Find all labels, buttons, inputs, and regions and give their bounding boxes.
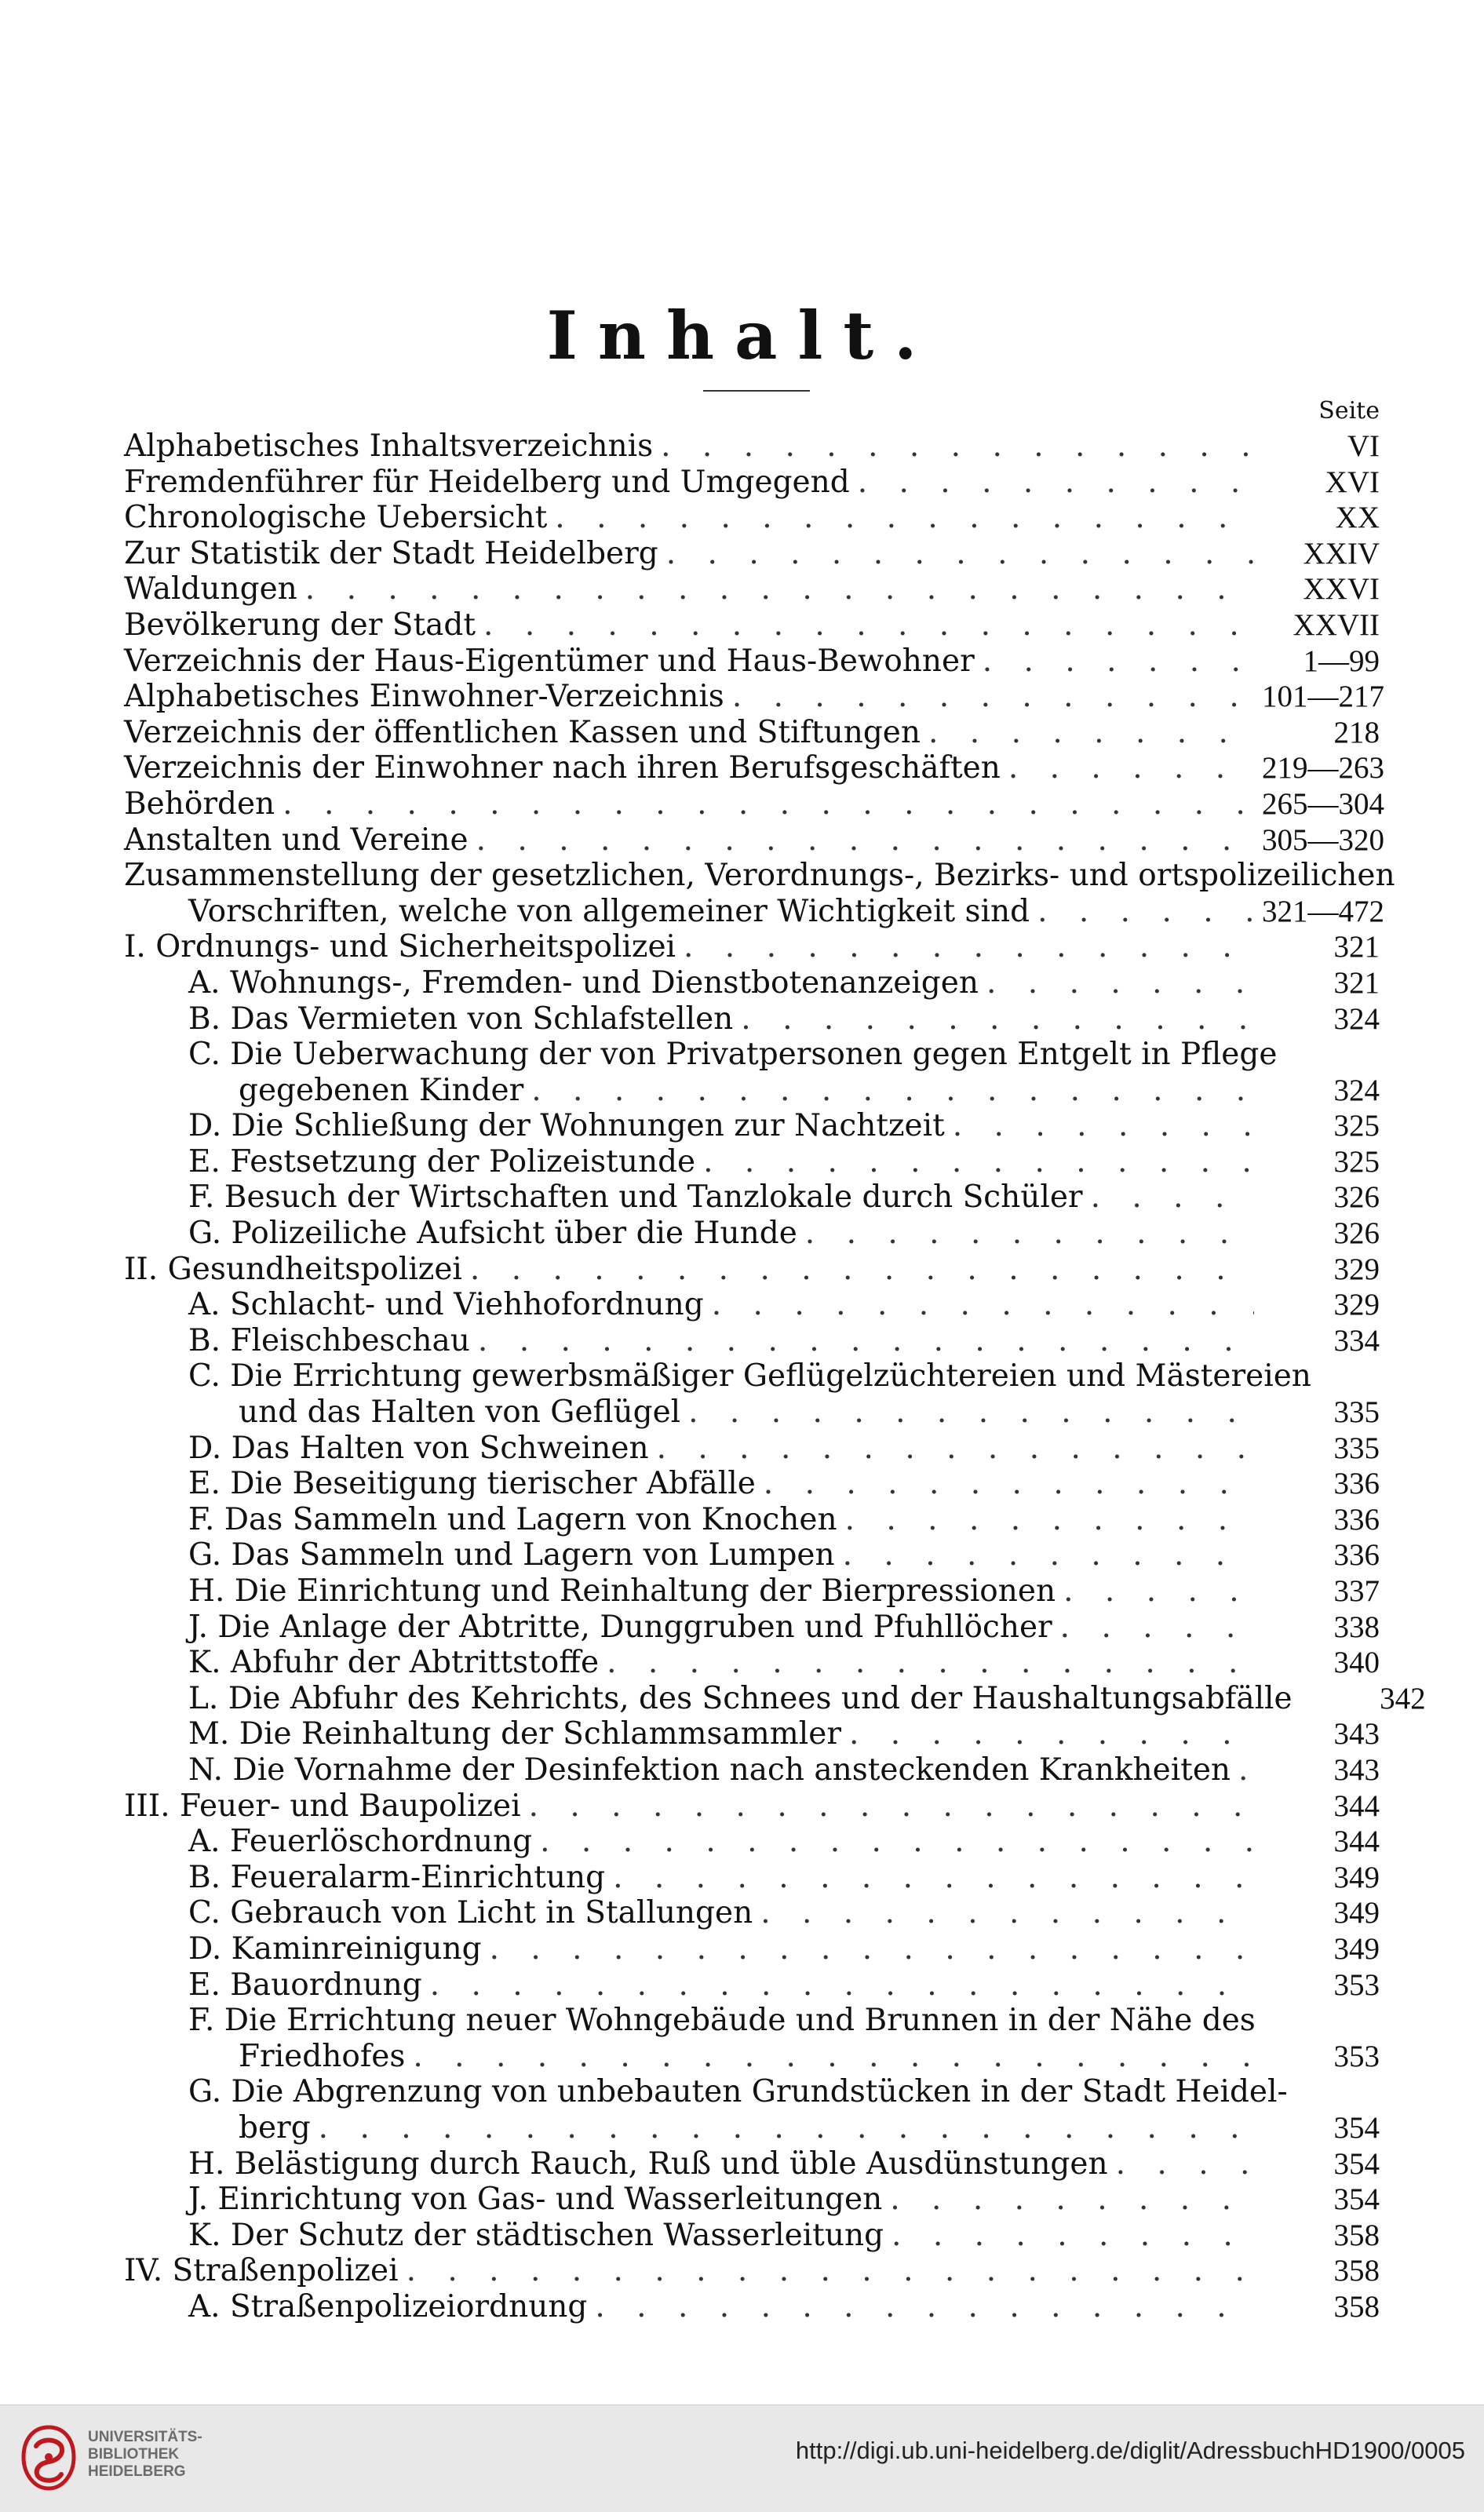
toc-entry-page-number: 101—217 <box>1262 680 1384 714</box>
toc-entry-label: Anstalten und Vereine <box>124 822 469 858</box>
table-of-contents <box>124 428 1426 2324</box>
toc-entry <box>124 1752 1380 1788</box>
toc-entry <box>124 1252 1380 1288</box>
toc-entry-page-number: XVI <box>1325 465 1380 499</box>
toc-entry-label: Fremdenführer für Heidelberg und Umgegend <box>124 464 850 500</box>
toc-entry-page-number: 325 <box>1333 1144 1380 1179</box>
toc-entry-label: Bevölkerung der Stadt <box>124 607 476 643</box>
toc-entry-label: Zusammenstellung der gesetzlichen, Verordnungs-, Bezirks- und ortspolizeilichen <box>124 858 1395 894</box>
toc-entry-label: A. Feuerlöschordnung <box>188 1824 533 1860</box>
toc-entry-page-number: 354 <box>1333 2182 1380 2217</box>
toc-entry-page-number: 354 <box>1333 2110 1380 2145</box>
toc-entry <box>124 929 1380 965</box>
toc-entry-page-number: 358 <box>1333 2289 1380 2324</box>
toc-entry-label: E. Die Beseitigung tierischer Abfälle <box>188 1466 756 1502</box>
dot-leader <box>845 1502 1254 1538</box>
title-divider <box>703 390 810 392</box>
toc-entry <box>124 679 1384 715</box>
toc-entry-page-number: 326 <box>1333 1180 1380 1215</box>
toc-entry <box>124 1323 1380 1359</box>
toc-entry <box>124 2003 1380 2039</box>
toc-entry-page-number: 265—304 <box>1262 786 1384 821</box>
toc-entry <box>124 1967 1380 2003</box>
toc-entry-page-number: 335 <box>1333 1431 1380 1465</box>
toc-entry-label: Zur Statistik der Stadt Heidelberg <box>124 535 658 571</box>
toc-entry <box>124 428 1380 465</box>
toc-entry <box>124 893 1384 930</box>
dot-leader <box>684 929 1254 965</box>
toc-entry-label: F. Die Errichtung neuer Wohngebäude und Brunnen in der Nähe des <box>188 2003 1256 2039</box>
dot-leader <box>703 1144 1254 1180</box>
dot-leader <box>843 1537 1254 1573</box>
dot-leader <box>483 607 1254 643</box>
dot-leader <box>555 500 1254 536</box>
seite-column-label: Seite <box>1318 397 1380 425</box>
toc-entry-page-number: 325 <box>1333 1109 1380 1143</box>
toc-entry-page-number: 336 <box>1333 1502 1380 1537</box>
dot-leader <box>805 1216 1254 1252</box>
toc-entry-page-number: 358 <box>1333 2218 1380 2252</box>
toc-entry-label: Friedhofes <box>239 2038 406 2074</box>
toc-entry-page-number: 337 <box>1333 1574 1380 1608</box>
toc-entry-label: M. Die Reinhaltung der Schlammsammler <box>188 1716 841 1752</box>
dot-leader <box>1037 894 1254 930</box>
toc-entry <box>124 1680 1426 1717</box>
dot-leader <box>928 715 1254 751</box>
dot-leader <box>1060 1610 1254 1646</box>
logo-line: HEIDELBERG <box>88 2463 186 2480</box>
dot-leader <box>478 1323 1254 1359</box>
toc-entry-label: Verzeichnis der Haus-Eigentümer und Haus-Bewohner <box>124 643 975 679</box>
toc-entry <box>124 643 1380 680</box>
toc-entry <box>124 571 1380 607</box>
toc-entry-label: N. Die Vornahme der Desinfektion nach ansteckenden Krankheiten <box>188 1752 1231 1788</box>
dot-leader <box>470 1252 1254 1288</box>
toc-entry <box>124 2289 1380 2325</box>
dot-leader <box>849 1716 1254 1752</box>
toc-entry-label: A. Schlacht- und Viehhofordnung <box>188 1287 704 1323</box>
toc-entry <box>124 1931 1380 1967</box>
toc-entry-label: A. Wohnungs-, Fremden- und Dienstbotenanzeigen <box>188 964 979 1001</box>
dot-leader <box>490 1931 1254 1967</box>
toc-entry <box>124 465 1380 501</box>
toc-entry-label: F. Besuch der Wirtschaften und Tanzlokale durch Schüler <box>188 1179 1083 1216</box>
toc-entry <box>124 536 1380 572</box>
toc-entry <box>124 1001 1380 1037</box>
toc-entry-label: B. Fleischbeschau <box>188 1322 470 1358</box>
dot-leader <box>413 2039 1254 2075</box>
toc-entry-page-number: 219—263 <box>1262 751 1384 786</box>
toc-entry <box>124 1466 1380 1502</box>
dot-leader <box>607 1645 1254 1681</box>
toc-entry-page-number: 353 <box>1333 1967 1380 2002</box>
toc-entry-label: I. Ordnungs- und Sicherheitspolizei <box>124 929 676 965</box>
toc-entry <box>124 1144 1380 1180</box>
dot-leader <box>319 2110 1254 2146</box>
toc-entry <box>124 1860 1380 1896</box>
toc-entry <box>124 2110 1380 2146</box>
toc-entry-label: G. Polizeiliche Aufsicht über die Hunde <box>188 1216 797 1252</box>
toc-entry <box>124 1431 1380 1467</box>
dot-leader <box>1238 1752 1254 1788</box>
toc-entry <box>124 750 1384 786</box>
logo-line: BIBLIOTHEK <box>88 2446 180 2463</box>
toc-entry-page-number: 349 <box>1333 1896 1380 1930</box>
toc-entry-label: F. Das Sammeln und Lagern von Knochen <box>188 1501 837 1537</box>
toc-entry <box>124 1716 1380 1752</box>
toc-entry <box>124 1287 1380 1323</box>
dot-leader <box>1116 2146 1254 2182</box>
toc-entry-page-number: 340 <box>1333 1646 1380 1680</box>
toc-entry-page-number: 334 <box>1333 1323 1380 1358</box>
toc-entry-label: Chronologische Uebersicht <box>124 500 548 536</box>
dot-leader <box>430 1967 1254 2003</box>
dot-leader <box>657 1431 1254 1467</box>
toc-entry-label: D. Das Halten von Schweinen <box>188 1430 649 1466</box>
toc-entry <box>124 1073 1380 1109</box>
toc-entry-page-number: 336 <box>1333 1467 1380 1501</box>
toc-entry-page-number: 335 <box>1333 1395 1380 1430</box>
toc-entry <box>124 1645 1380 1681</box>
toc-entry-page-number: 324 <box>1333 1073 1380 1107</box>
toc-entry-label: Vorschriften, welche von allgemeiner Wichtigkeit sind <box>188 893 1030 929</box>
toc-entry-page-number: 321 <box>1333 930 1380 964</box>
dot-leader <box>953 1108 1254 1144</box>
toc-entry-page-number: 354 <box>1333 2146 1380 2181</box>
toc-entry-label: A. Straßenpolizeiordnung <box>188 2288 588 2324</box>
source-url-link[interactable]: http://digi.ub.uni-heidelberg.de/diglit/AdressbuchHD1900/0005 <box>795 2437 1465 2464</box>
toc-entry-label: E. Bauordnung <box>188 1967 422 2003</box>
toc-entry-label: Verzeichnis der öffentlichen Kassen und Stiftungen <box>124 714 921 750</box>
toc-entry-label: C. Die Ueberwachung der von Privatpersonen gegen Entgelt in Pflege <box>188 1037 1278 1073</box>
toc-entry-label: Verzeichnis der Einwohner nach ihren Berufsgeschäften <box>124 750 1001 786</box>
toc-entry-label: B. Feueralarm-Einrichtung <box>188 1859 606 1895</box>
dot-leader <box>688 1395 1254 1431</box>
dot-leader <box>540 1824 1254 1860</box>
toc-entry <box>124 1537 1380 1573</box>
toc-entry-page-number: XXVII <box>1293 607 1380 642</box>
toc-entry <box>124 1395 1380 1431</box>
toc-entry <box>124 607 1380 643</box>
toc-entry-page-number: 343 <box>1333 1752 1380 1787</box>
dot-leader <box>407 2253 1254 2289</box>
toc-entry-label: E. Festsetzung der Polizeistunde <box>188 1143 696 1179</box>
toc-entry-label: G. Das Sammeln und Lagern von Lumpen <box>188 1537 835 1573</box>
dot-leader <box>1008 750 1254 786</box>
toc-entry-page-number: XX <box>1335 501 1380 535</box>
dot-leader <box>283 786 1254 822</box>
library-seal-icon <box>17 2423 80 2493</box>
toc-entry <box>124 500 1380 536</box>
dot-leader <box>529 1788 1254 1825</box>
toc-entry-page-number: 358 <box>1333 2254 1380 2288</box>
toc-entry-label: C. Die Errichtung gewerbsmäßiger Geflügelzüchtereien und Mästereien <box>188 1358 1311 1395</box>
toc-entry-label: Waldungen <box>124 571 297 607</box>
logo-line: UNIVERSITÄTS- <box>88 2429 202 2445</box>
toc-entry <box>124 2253 1380 2289</box>
dot-leader <box>305 571 1254 607</box>
toc-entry-label: Alphabetisches Einwohner-Verzeichnis <box>124 679 724 715</box>
toc-entry <box>124 715 1380 751</box>
toc-entry <box>124 1610 1380 1646</box>
toc-entry-label: Behörden <box>124 786 275 822</box>
toc-entry-page-number: 342 <box>1380 1681 1426 1715</box>
toc-entry-label: H. Die Einrichtung und Reinhaltung der Bierpressionen <box>188 1573 1056 1609</box>
toc-entry <box>124 786 1384 822</box>
toc-entry-label: Alphabetisches Inhaltsverzeichnis <box>124 428 654 464</box>
toc-entry-label: D. Die Schließung der Wohnungen zur Nachtzeit <box>188 1108 945 1144</box>
toc-entry-label: C. Gebrauch von Licht in Stallungen <box>188 1895 753 1931</box>
toc-entry <box>124 1502 1380 1538</box>
dot-leader <box>531 1073 1254 1109</box>
toc-entry-label: L. Die Abfuhr des Kehrichts, des Schnees und der Haushaltungsabfälle <box>188 1680 1293 1716</box>
toc-entry <box>124 2218 1380 2254</box>
dot-leader <box>891 2218 1254 2254</box>
dot-leader <box>741 1001 1254 1037</box>
dot-leader <box>890 2182 1254 2218</box>
toc-entry <box>124 1788 1380 1825</box>
toc-entry-page-number: 343 <box>1333 1717 1380 1752</box>
dot-leader <box>764 1466 1254 1502</box>
dot-leader <box>666 536 1254 572</box>
toc-entry-label: IV. Straßenpolizei <box>124 2253 399 2289</box>
toc-entry <box>124 1216 1380 1252</box>
toc-entry <box>124 965 1380 1001</box>
toc-entry-page-number: 1—99 <box>1303 643 1380 678</box>
toc-entry-page-number: XXIV <box>1303 536 1380 571</box>
dot-leader <box>661 428 1254 465</box>
toc-entry-label: G. Die Abgrenzung von unbebauten Grundstücken in der Stadt Heidel- <box>188 2074 1288 2110</box>
dot-leader <box>732 679 1254 715</box>
toc-entry-label: K. Der Schutz der städtischen Wasserleitung <box>188 2217 884 2253</box>
toc-entry-page-number: 344 <box>1333 1825 1380 1859</box>
dot-leader <box>712 1287 1254 1323</box>
toc-entry-page-number: VI <box>1347 429 1380 463</box>
toc-entry-page-number: 324 <box>1333 1001 1380 1036</box>
toc-entry-page-number: 353 <box>1333 2039 1380 2073</box>
toc-entry-label: K. Abfuhr der Abtrittstoffe <box>188 1645 600 1681</box>
toc-entry <box>124 2182 1380 2218</box>
toc-entry-page-number: 305—320 <box>1262 822 1384 857</box>
toc-entry <box>124 2039 1380 2075</box>
toc-entry-label: III. Feuer- und Baupolizei <box>124 1788 521 1824</box>
toc-entry-page-number: 321 <box>1333 965 1380 1000</box>
dot-leader <box>476 822 1254 859</box>
dot-leader <box>986 965 1254 1001</box>
toc-entry-label: D. Kaminreinigung <box>188 1930 482 1967</box>
toc-entry-label: H. Belästigung durch Rauch, Ruß und üble Ausdünstungen <box>188 2146 1108 2182</box>
dot-leader <box>858 465 1254 501</box>
toc-entry-label: II. Gesundheitspolizei <box>124 1251 462 1287</box>
toc-entry-label: und das Halten von Geflügel <box>239 1395 681 1431</box>
toc-entry <box>124 2074 1380 2110</box>
toc-entry-label: J. Einrichtung von Gas- und Wasserleitungen <box>188 2182 883 2218</box>
toc-entry <box>124 1358 1380 1395</box>
library-logo-text <box>88 2429 202 2481</box>
toc-entry-label: J. Die Anlage der Abtritte, Dunggruben und Pfuhllöcher <box>188 1609 1052 1645</box>
toc-entry-page-number: 344 <box>1333 1788 1380 1823</box>
toc-entry <box>124 858 1395 894</box>
dot-leader <box>613 1860 1254 1896</box>
toc-entry-label: gegebenen Kinder <box>239 1072 524 1108</box>
toc-entry-page-number: 349 <box>1333 1860 1380 1894</box>
toc-entry <box>124 1179 1380 1216</box>
toc-entry-page-number: 321—472 <box>1262 894 1384 928</box>
dot-leader <box>1091 1179 1254 1216</box>
toc-entry-page-number: 326 <box>1333 1216 1380 1251</box>
toc-entry-page-number: 218 <box>1333 715 1380 749</box>
toc-entry-page-number: 349 <box>1333 1931 1380 1966</box>
dot-leader <box>1063 1573 1254 1610</box>
toc-entry-page-number: XXVI <box>1303 572 1380 607</box>
toc-entry-page-number: 336 <box>1333 1538 1380 1573</box>
toc-entry <box>124 1573 1380 1610</box>
toc-entry-page-number: 338 <box>1333 1610 1380 1644</box>
dot-leader <box>595 2289 1254 2325</box>
page-title: Inhalt. <box>546 297 938 374</box>
toc-entry <box>124 1824 1380 1860</box>
toc-entry-page-number: 329 <box>1333 1288 1380 1322</box>
toc-entry <box>124 1037 1380 1073</box>
toc-entry-label: B. Das Vermieten von Schlafstellen <box>188 1001 734 1037</box>
toc-entry <box>124 1895 1380 1931</box>
toc-entry <box>124 1108 1380 1144</box>
dot-leader <box>760 1895 1254 1931</box>
dot-leader <box>983 643 1254 680</box>
toc-entry <box>124 2146 1380 2182</box>
toc-entry-label: berg <box>239 2109 311 2146</box>
footer-bar <box>0 2404 1484 2512</box>
toc-entry-page-number: 329 <box>1333 1252 1380 1286</box>
toc-entry <box>124 822 1384 859</box>
